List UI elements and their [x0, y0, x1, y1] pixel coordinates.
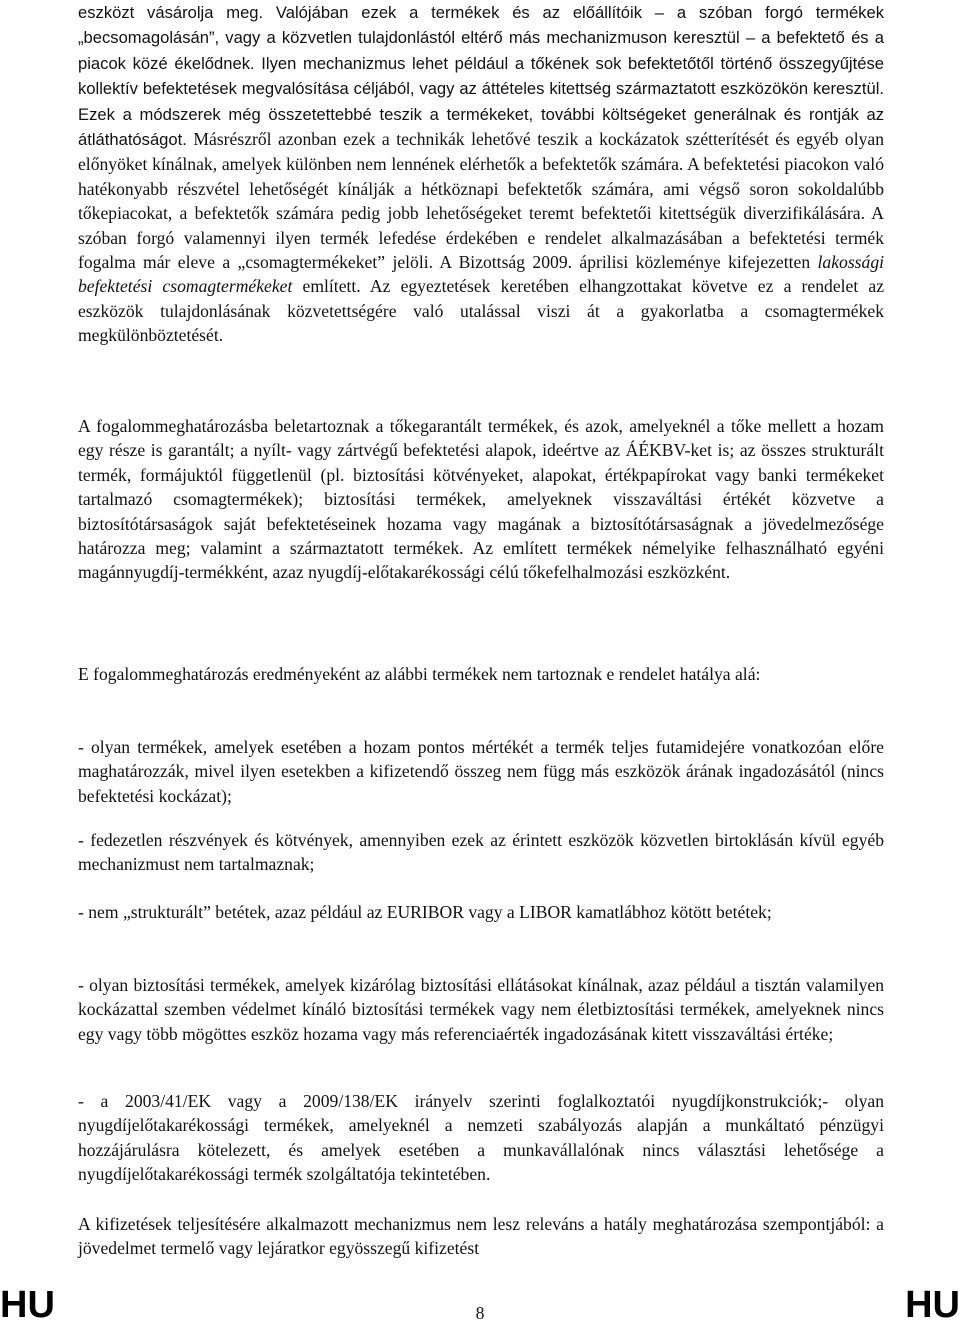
footer-language-code-left: HU	[0, 1284, 55, 1326]
paragraph-payout-mechanism-text: A kifizetések teljesítésére alkalmazott mechanizmus nem lesz releváns a hatály meghatározása szempontjából: a jövedelmet termelő vagy lejáratkor egyösszegű kifizetést	[78, 1214, 884, 1259]
paragraph-definition-scope-text: A fogalommeghatározásba beletartoznak a tőkegarantált termékek, és azok, amelyeknél a tőke mellett a hozam egy része is garantált; a nyílt- vagy zártvégű befektetési alapok, ideértve az ÁÉKBV-ket is; az összes strukturált termék, formájuktól függetlenül (pl. biztosítási kötvényeket, alapokat, értékpapírokat vagy banki termékeket tartalmazó csomagtermékek); biztosítási termékek, amelyeknek visszaváltási értékét közvetve a biztosítótársaságok saját befektetéseinek hozama vagy magának a biztosítótársaságnak a jövedelmezősége határozza meg; valamint a származtatott termékek. Az említett termékek némelyike felhasználható egyéni magánnyugdíj-termékként, azaz nyugdíj-előtakarékossági célú tőkefelhalmozási eszközként.	[78, 416, 884, 583]
list-item-text: - nem „strukturált” betétek, azaz például az EURIBOR vagy a LIBOR kamatlábhoz kötött betétek;	[78, 902, 772, 922]
intro-sentence-4: A befektetési piacokon való hatékonyabb részvétel lehetőségét kínálják a hétköznapi befektetők számára, ami végső soron sokoldalúbb tőkepiacokat, a befektetők számára pedig jobb lehetőségeket teremt befektetői kitettségük diverzifikálására.	[78, 154, 884, 224]
intro-sentence-2: Valójában ezek a termékek és az előállítóik – a szóban forgó termékek „becsomagolásán”, vagy a közvetlen tulajdonlástól eltérő más mechanizmuson keresztül – a befektető és a piacok közé ékelődnek. Ilyen mechanizmus lehet például a tőkének sok befektetőtől történő összegyűjtése kollektív befektetések megvalósítása céljából, vagy az áttételes kitettség származtatott eszközökön keresztül. Ezek a módszerek még összetettebbé teszik a termékeket, további költségeket generálnak és rontják az átláthatóságot.	[78, 3, 884, 150]
list-item	[78, 973, 884, 1046]
list-item-text: - fedezetlen részvények és kötvények, amennyiben ezek az érintett eszközök közvetlen birtoklásán kívül egyéb mechanizmust nem tartalmaznak;	[78, 830, 884, 875]
intro-sentence-5: A szóban forgó valamennyi ilyen termék lefedése érdekében e rendelet alkalmazásában a befektetési termék fogalma már eleve a „csomagtermékeket” jelöli. A Bizottság 2009. áprilisi közleménye kifejezetten	[78, 203, 884, 273]
intro-italic-term: lakossági befektetési csomagtermékeket	[78, 252, 884, 297]
list-item-text: - olyan termékek, amelyek esetében a hozam pontos mértékét a termék teljes futamidejére vonatkozóan előre maghatározzák, mivel ilyen esetekben a kifizetendő összeg nem függ más eszközök árának ingadozásától (nincs befektetési kockázat);	[78, 737, 884, 806]
paragraph-definition-scope	[78, 414, 884, 585]
list-item	[78, 735, 884, 808]
paragraph-payout-mechanism	[78, 1212, 884, 1261]
page-number: 8	[475, 1303, 485, 1323]
list-item-text: - a 2003/41/EK vagy a 2009/138/EK irányelv szerinti foglalkoztatói nyugdíjkonstrukciók;- olyan nyugdíjelőtakarékossági termékek, amelyeknél a nemzeti szabályozás alapján a munkáltató pénzügyi hozzájárulásra kötelezett, és amelyek esetében a munkavállalónak nincs választási lehetősége a nyugdíjelőtakarékossági termék szolgáltatója tekintetében.	[78, 1091, 884, 1185]
footer-language-code-right: HU	[905, 1284, 960, 1326]
list-item	[78, 900, 884, 924]
list-item	[78, 1089, 884, 1187]
paragraph-intro	[78, 0, 884, 348]
intro-sentence-3: Másrészről azonban ezek a technikák lehetővé teszik a kockázatok szétterítését és egyéb olyan előnyöket kínálnak, amelyek különben nem lennének elérhetők a befektetők számára.	[78, 129, 884, 175]
intro-sentence-1: eszközt vásárolja meg.	[78, 3, 264, 22]
paragraph-exclusions-intro-text: E fogalommeghatározás eredményeként az alábbi termékek nem tartoznak e rendelet hatálya alá:	[78, 664, 761, 684]
list-item-text: - olyan biztosítási termékek, amelyek kizárólag biztosítási ellátásokat kínálnak, azaz például a tisztán valamilyen kockázattal szemben védelmet kínáló biztosítási termékek vagy nem életbiztosítási termékek, amelyeknek nincs egy vagy több mögöttes eszköz hozama vagy más referenciaérték ingadozásának kitett visszaváltási értéke;	[78, 975, 884, 1044]
intro-sentence-7: említett. Az egyeztetések keretében elhangzottakat követve ez a rendelet az eszközök tulajdonlásának közvetettségére való utalással viszi át a gyakorlatba a csomagtermékek megkülönböztetését.	[78, 276, 885, 346]
list-item	[78, 828, 884, 877]
paragraph-exclusions-intro	[78, 662, 884, 686]
